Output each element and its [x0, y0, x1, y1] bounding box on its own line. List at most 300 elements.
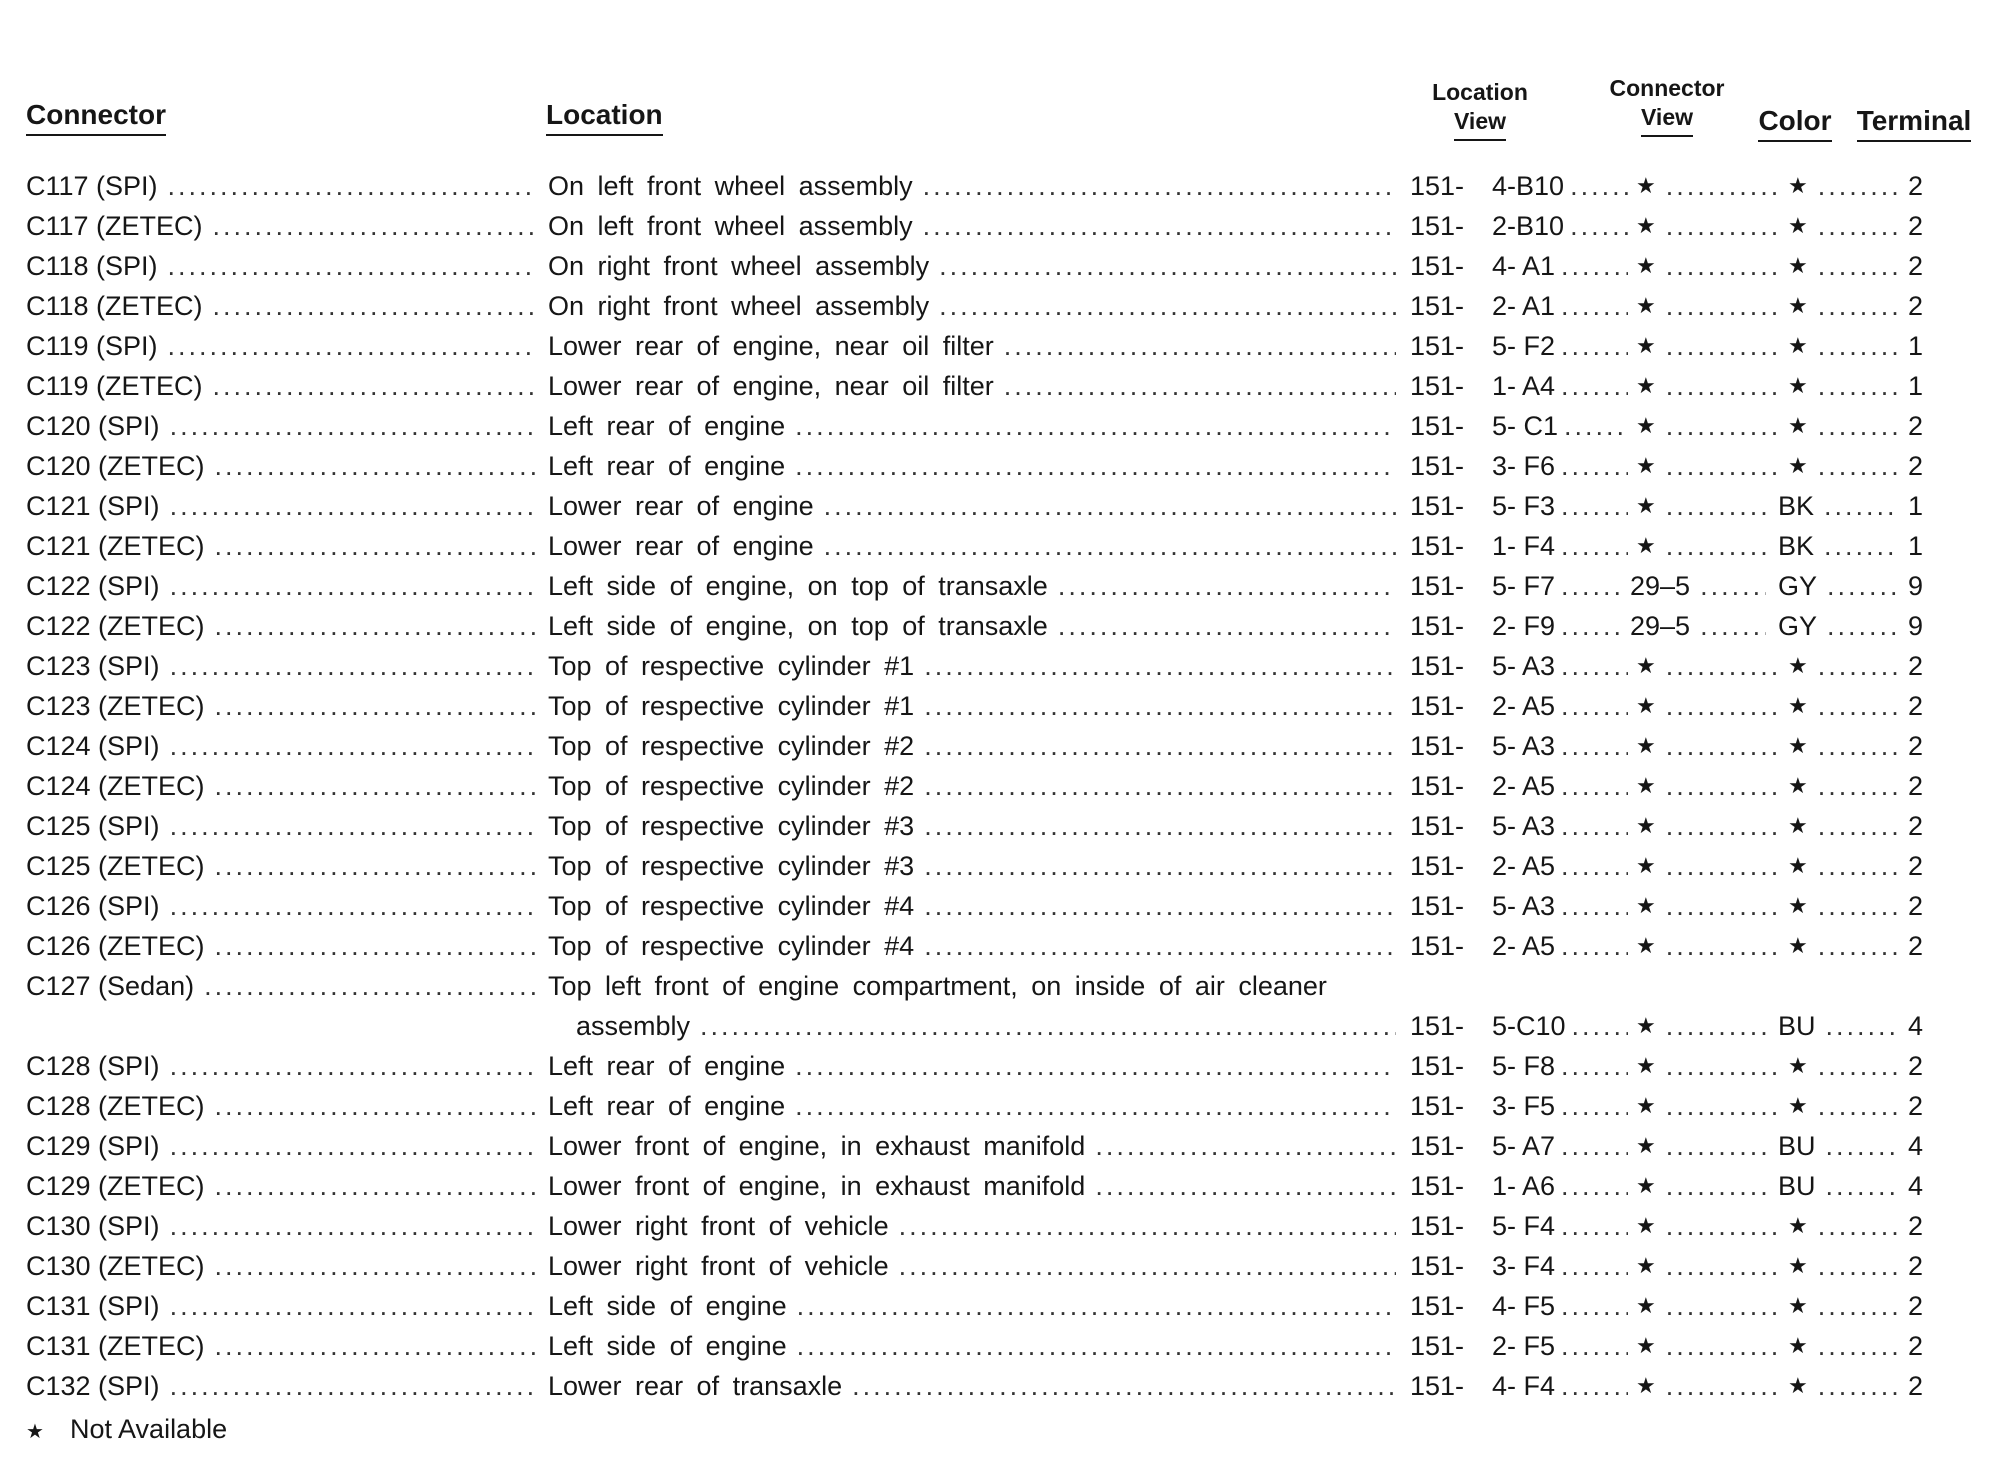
terminal-cell: 2	[1908, 771, 1924, 801]
connector-view-cell: ★	[1636, 733, 1656, 758]
header-color-label: Color	[1758, 106, 1831, 142]
dot-leader	[170, 486, 536, 526]
dot-leader	[924, 726, 1396, 766]
location-cell: Lower front of engine, in exhaust manifold	[548, 1171, 1086, 1201]
dot-leader	[1561, 846, 1628, 886]
header-location	[546, 100, 663, 136]
connector-view-cell: ★	[1636, 373, 1656, 398]
dot-leader	[170, 886, 536, 926]
location-view-prefix: 151-	[1410, 211, 1465, 241]
dot-leader	[797, 1326, 1396, 1366]
color-cell: ★	[1788, 1293, 1808, 1318]
connector-view-cell: ★	[1636, 933, 1656, 958]
location-view-prefix: 151-	[1410, 1211, 1465, 1241]
dot-leader	[215, 446, 536, 486]
dot-leader	[170, 1286, 536, 1326]
connector-view-cell: 29–5	[1630, 571, 1691, 601]
dot-leader	[1561, 646, 1628, 686]
location-cell: Top of respective cylinder #2	[548, 731, 915, 761]
connector-cell: C124 (ZETEC)	[26, 771, 205, 801]
terminal-cell: 4	[1908, 1011, 1924, 1041]
dot-leader	[1561, 1086, 1628, 1126]
dot-leader	[1561, 686, 1628, 726]
dot-leader	[1818, 1286, 1898, 1326]
location-cell: Lower front of engine, in exhaust manifold	[548, 1131, 1086, 1161]
dot-leader	[1561, 1166, 1628, 1206]
connector-view-cell: ★	[1636, 853, 1656, 878]
table-row	[0, 166, 2008, 206]
connector-view-cell: ★	[1636, 293, 1656, 318]
connector-view-cell: 29–5	[1630, 611, 1691, 641]
dot-leader	[215, 1166, 536, 1206]
location-cell: Top of respective cylinder #4	[548, 931, 915, 961]
color-cell: ★	[1788, 653, 1808, 678]
location-view-cell: 1- F4	[1492, 531, 1556, 561]
location-cell: Lower rear of transaxle	[548, 1371, 843, 1401]
dot-leader	[1824, 526, 1898, 566]
dot-leader	[924, 886, 1396, 926]
connector-view-cell: ★	[1636, 1013, 1656, 1038]
location-cell: Top left front of engine compartment, on inside of air cleaner	[548, 971, 1327, 1001]
dot-leader	[1666, 406, 1776, 446]
dot-leader	[1818, 326, 1898, 366]
color-cell: ★	[1788, 1213, 1808, 1238]
dot-leader	[1561, 366, 1628, 406]
connector-cell: C123 (SPI)	[26, 651, 160, 681]
location-cell: On right front wheel assembly	[548, 251, 930, 281]
color-cell: ★	[1788, 413, 1808, 438]
dot-leader	[1818, 1326, 1898, 1366]
terminal-cell: 2	[1908, 291, 1924, 321]
connector-cell: C130 (ZETEC)	[26, 1251, 205, 1281]
location-view-prefix: 151-	[1410, 891, 1465, 921]
dot-leader	[824, 526, 1396, 566]
dot-leader	[1666, 686, 1776, 726]
dot-leader	[1818, 1246, 1898, 1286]
location-view-prefix: 151-	[1410, 291, 1465, 321]
header-connector-view-line2: View	[1641, 103, 1693, 137]
color-cell: ★	[1788, 1373, 1808, 1398]
dot-leader	[1561, 566, 1622, 606]
dot-leader	[1561, 766, 1628, 806]
location-view-cell: 2- F9	[1492, 611, 1556, 641]
dot-leader	[1561, 726, 1628, 766]
location-view-prefix: 151-	[1410, 331, 1465, 361]
dot-leader	[215, 606, 536, 646]
location-view-cell: 2- A5	[1492, 771, 1556, 801]
location-cell: Lower rear of engine	[548, 491, 814, 521]
color-cell: ★	[1788, 453, 1808, 478]
color-cell: ★	[1788, 253, 1808, 278]
location-view-cell: 4-B10	[1492, 171, 1565, 201]
location-cell: Left rear of engine	[548, 411, 786, 441]
dot-leader	[1666, 206, 1776, 246]
terminal-cell: 1	[1908, 531, 1924, 561]
connector-cell: C122 (ZETEC)	[26, 611, 205, 641]
dot-leader	[1818, 166, 1898, 206]
dot-leader	[939, 246, 1396, 286]
location-view-prefix: 151-	[1410, 371, 1465, 401]
header-location-view-line1: Location	[1432, 79, 1528, 105]
dot-leader	[1666, 1086, 1776, 1126]
color-cell: ★	[1788, 893, 1808, 918]
terminal-cell: 2	[1908, 1211, 1924, 1241]
dot-leader	[1700, 566, 1766, 606]
location-view-prefix: 151-	[1410, 851, 1465, 881]
dot-leader	[1826, 1006, 1898, 1046]
dot-leader	[1818, 286, 1898, 326]
dot-leader	[1827, 606, 1898, 646]
color-cell: BU	[1778, 1131, 1816, 1161]
table-row	[0, 1046, 2008, 1086]
table-row	[0, 726, 2008, 766]
table-row	[0, 1286, 2008, 1326]
terminal-cell: 2	[1908, 931, 1924, 961]
dot-leader	[215, 1246, 536, 1286]
table-row	[0, 446, 2008, 486]
location-cell: On left front wheel assembly	[548, 171, 913, 201]
terminal-cell: 2	[1908, 1091, 1924, 1121]
dot-leader	[924, 926, 1396, 966]
location-cell: Top of respective cylinder #1	[548, 651, 915, 681]
dot-leader	[797, 1286, 1396, 1326]
dot-leader	[1818, 886, 1898, 926]
location-cell: On right front wheel assembly	[548, 291, 930, 321]
table-row	[0, 846, 2008, 886]
connector-view-cell: ★	[1636, 653, 1656, 678]
dot-leader	[170, 566, 536, 606]
dot-leader	[1818, 1046, 1898, 1086]
connector-view-cell: ★	[1636, 1293, 1656, 1318]
location-cell: Top of respective cylinder #2	[548, 771, 915, 801]
color-cell: GY	[1778, 571, 1818, 601]
dot-leader	[170, 806, 536, 846]
location-view-prefix: 151-	[1410, 1051, 1465, 1081]
color-cell: BU	[1778, 1171, 1816, 1201]
dot-leader	[1004, 326, 1396, 366]
connector-view-cell: ★	[1636, 333, 1656, 358]
location-view-prefix: 151-	[1410, 1011, 1465, 1041]
location-cell: Lower right front of vehicle	[548, 1211, 889, 1241]
connector-view-cell: ★	[1636, 1133, 1656, 1158]
dot-leader	[1666, 166, 1776, 206]
table-row	[0, 1206, 2008, 1246]
dot-leader	[168, 246, 536, 286]
dot-leader	[1666, 286, 1776, 326]
location-cell: On left front wheel assembly	[548, 211, 913, 241]
dot-leader	[168, 166, 536, 206]
connector-view-cell: ★	[1636, 1053, 1656, 1078]
dot-leader	[1561, 526, 1628, 566]
location-view-prefix: 151-	[1410, 251, 1465, 281]
connector-cell: C118 (SPI)	[26, 251, 158, 281]
connector-cell: C120 (SPI)	[26, 411, 160, 441]
dot-leader	[1004, 366, 1396, 406]
dot-leader	[1818, 926, 1898, 966]
location-view-prefix: 151-	[1410, 771, 1465, 801]
dot-leader	[1826, 1166, 1898, 1206]
terminal-cell: 1	[1908, 491, 1924, 521]
connector-view-cell: ★	[1636, 173, 1656, 198]
location-cell: Left side of engine, on top of transaxle	[548, 611, 1048, 641]
dot-leader	[1666, 446, 1776, 486]
connector-view-cell: ★	[1636, 773, 1656, 798]
location-view-cell: 5- A3	[1492, 891, 1556, 921]
terminal-cell: 4	[1908, 1171, 1924, 1201]
connector-cell: C128 (ZETEC)	[26, 1091, 205, 1121]
connector-cell: C121 (SPI)	[26, 491, 160, 521]
location-view-cell: 5- C1	[1492, 411, 1559, 441]
dot-leader	[215, 686, 536, 726]
header-connector-view	[1592, 74, 1742, 137]
terminal-cell: 4	[1908, 1131, 1924, 1161]
terminal-cell: 2	[1908, 691, 1924, 721]
terminal-cell: 9	[1908, 611, 1924, 641]
terminal-cell: 2	[1908, 1331, 1924, 1361]
dot-leader	[1564, 406, 1628, 446]
dot-leader	[168, 326, 536, 366]
location-view-prefix: 151-	[1410, 171, 1465, 201]
dot-leader	[924, 766, 1396, 806]
table-row	[0, 526, 2008, 566]
terminal-cell: 2	[1908, 251, 1924, 281]
location-view-cell: 5- A3	[1492, 651, 1556, 681]
color-cell: ★	[1788, 733, 1808, 758]
dot-leader	[1666, 806, 1776, 846]
dot-leader	[1818, 686, 1898, 726]
color-cell: ★	[1788, 333, 1808, 358]
dot-leader	[923, 166, 1396, 206]
table-row	[0, 566, 2008, 606]
color-cell: GY	[1778, 611, 1818, 641]
location-view-prefix: 151-	[1410, 1091, 1465, 1121]
dot-leader	[170, 1126, 536, 1166]
color-cell: BU	[1778, 1011, 1816, 1041]
location-view-cell: 5-C10	[1492, 1011, 1566, 1041]
connector-table	[0, 166, 2008, 1406]
dot-leader	[1818, 366, 1898, 406]
table-row	[0, 606, 2008, 646]
dot-leader	[1666, 886, 1776, 926]
dot-leader	[899, 1206, 1396, 1246]
connector-cell: C126 (SPI)	[26, 891, 160, 921]
color-cell: ★	[1788, 853, 1808, 878]
dot-leader	[1572, 1006, 1628, 1046]
dot-leader	[795, 406, 1396, 446]
location-view-cell: 2- F5	[1492, 1331, 1556, 1361]
color-cell: ★	[1788, 693, 1808, 718]
table-row	[0, 1126, 2008, 1166]
table-row	[0, 766, 2008, 806]
dot-leader	[1666, 1006, 1766, 1046]
connector-cell: C117 (ZETEC)	[26, 211, 203, 241]
header-location-label: Location	[546, 100, 663, 136]
dot-leader	[213, 366, 536, 406]
table-row	[0, 806, 2008, 846]
connector-cell: C122 (SPI)	[26, 571, 160, 601]
color-cell: ★	[1788, 1333, 1808, 1358]
location-cell: Lower rear of engine, near oil filter	[548, 331, 994, 361]
dot-leader	[1700, 606, 1766, 646]
footnote-star-icon: ★	[26, 1421, 44, 1443]
table-row	[0, 1326, 2008, 1366]
dot-leader	[1561, 886, 1628, 926]
footnote-text: Not Available	[70, 1414, 228, 1444]
connector-cell: C125 (SPI)	[26, 811, 160, 841]
dot-leader	[824, 486, 1396, 526]
location-cell: Top of respective cylinder #1	[548, 691, 915, 721]
table-row	[0, 366, 2008, 406]
location-view-cell: 5- F4	[1492, 1211, 1556, 1241]
dot-leader	[1561, 326, 1628, 366]
location-view-prefix: 151-	[1410, 611, 1465, 641]
dot-leader	[1666, 1286, 1776, 1326]
terminal-cell: 2	[1908, 411, 1924, 441]
dot-leader	[1095, 1126, 1396, 1166]
connector-cell: C118 (ZETEC)	[26, 291, 203, 321]
connector-cell: C130 (SPI)	[26, 1211, 160, 1241]
table-row	[0, 966, 2008, 1046]
dot-leader	[170, 726, 536, 766]
dot-leader	[1666, 1206, 1776, 1246]
terminal-cell: 2	[1908, 171, 1924, 201]
dot-leader	[1666, 1126, 1766, 1166]
dot-leader	[924, 646, 1396, 686]
dot-leader	[1818, 406, 1898, 446]
location-view-cell: 5- F2	[1492, 331, 1556, 361]
color-cell: BK	[1778, 531, 1815, 561]
dot-leader	[852, 1366, 1396, 1406]
color-cell: ★	[1788, 373, 1808, 398]
header-connector-label: Connector	[26, 100, 166, 136]
dot-leader	[1561, 1246, 1628, 1286]
terminal-cell: 2	[1908, 891, 1924, 921]
dot-leader	[795, 446, 1396, 486]
dot-leader	[1666, 1366, 1776, 1406]
dot-leader	[700, 1006, 1396, 1046]
dot-leader	[1561, 1286, 1628, 1326]
connector-cell: C126 (ZETEC)	[26, 931, 205, 961]
location-cell: Top of respective cylinder #3	[548, 811, 915, 841]
dot-leader	[170, 1206, 536, 1246]
terminal-cell: 2	[1908, 1051, 1924, 1081]
connector-cell: C131 (ZETEC)	[26, 1331, 205, 1361]
dot-leader	[1826, 1126, 1898, 1166]
color-cell: ★	[1788, 293, 1808, 318]
connector-cell: C125 (ZETEC)	[26, 851, 205, 881]
location-view-prefix: 151-	[1410, 531, 1465, 561]
dot-leader	[1058, 606, 1396, 646]
color-cell: ★	[1788, 173, 1808, 198]
color-cell: ★	[1788, 213, 1808, 238]
connector-cell: C131 (SPI)	[26, 1291, 160, 1321]
table-row	[0, 1166, 2008, 1206]
connector-view-cell: ★	[1636, 1253, 1656, 1278]
dot-leader	[1666, 246, 1776, 286]
color-cell: ★	[1788, 1253, 1808, 1278]
location-view-cell: 2- A5	[1492, 851, 1556, 881]
location-view-cell: 1- A4	[1492, 371, 1556, 401]
connector-cell: C127 (Sedan)	[26, 971, 195, 1001]
location-view-cell: 2- A5	[1492, 931, 1556, 961]
connector-cell: C117 (SPI)	[26, 171, 158, 201]
connector-cell: C120 (ZETEC)	[26, 451, 205, 481]
dot-leader	[1561, 446, 1628, 486]
dot-leader	[1818, 646, 1898, 686]
color-cell: ★	[1788, 813, 1808, 838]
header-connector-view-line1: Connector	[1609, 75, 1725, 101]
connector-view-cell: ★	[1636, 1093, 1656, 1118]
connector-cell: C132 (SPI)	[26, 1371, 160, 1401]
location-cell: Left side of engine	[548, 1291, 787, 1321]
location-view-cell: 5- A3	[1492, 811, 1556, 841]
dot-leader	[1666, 366, 1776, 406]
dot-leader	[1818, 766, 1898, 806]
location-view-prefix: 151-	[1410, 1291, 1465, 1321]
table-row	[0, 646, 2008, 686]
dot-leader	[924, 806, 1396, 846]
location-cell: Left rear of engine	[548, 1051, 786, 1081]
location-view-prefix: 151-	[1410, 1171, 1465, 1201]
dot-leader	[1561, 926, 1628, 966]
dot-leader	[1666, 1166, 1766, 1206]
header-terminal-label: Terminal	[1857, 106, 1972, 142]
connector-view-cell: ★	[1636, 253, 1656, 278]
table-row	[0, 286, 2008, 326]
dot-leader	[899, 1246, 1396, 1286]
dot-leader	[170, 1366, 536, 1406]
dot-leader	[1561, 806, 1628, 846]
table-row	[0, 206, 2008, 246]
dot-leader	[1666, 526, 1766, 566]
dot-leader	[1058, 566, 1396, 606]
dot-leader	[923, 206, 1396, 246]
location-view-cell: 4- A1	[1492, 251, 1556, 281]
connector-cell: C128 (SPI)	[26, 1051, 160, 1081]
table-row	[0, 886, 2008, 926]
dot-leader	[1561, 486, 1628, 526]
dot-leader	[1818, 446, 1898, 486]
dot-leader	[1818, 806, 1898, 846]
dot-leader	[213, 286, 536, 326]
dot-leader	[215, 846, 536, 886]
footnote	[26, 1412, 227, 1449]
dot-leader	[215, 1326, 536, 1366]
location-view-prefix: 151-	[1410, 651, 1465, 681]
header-location-view-line2: View	[1454, 107, 1506, 141]
dot-leader	[1666, 846, 1776, 886]
location-view-cell: 4- F4	[1492, 1371, 1556, 1401]
header-connector	[26, 100, 166, 136]
dot-leader	[1666, 926, 1776, 966]
table-row	[0, 326, 2008, 366]
location-view-cell: 5- A3	[1492, 731, 1556, 761]
terminal-cell: 2	[1908, 211, 1924, 241]
color-cell: ★	[1788, 1093, 1808, 1118]
dot-leader	[1561, 1206, 1628, 1246]
location-view-cell: 5- F7	[1492, 571, 1556, 601]
table-row	[0, 246, 2008, 286]
dot-leader	[1818, 1086, 1898, 1126]
terminal-cell: 2	[1908, 651, 1924, 681]
dot-leader	[1561, 246, 1628, 286]
location-view-cell: 2- A1	[1492, 291, 1556, 321]
dot-leader	[1818, 246, 1898, 286]
connector-view-cell: ★	[1636, 453, 1656, 478]
dot-leader	[170, 1046, 536, 1086]
dot-leader	[1818, 726, 1898, 766]
header-location-view	[1416, 78, 1544, 141]
